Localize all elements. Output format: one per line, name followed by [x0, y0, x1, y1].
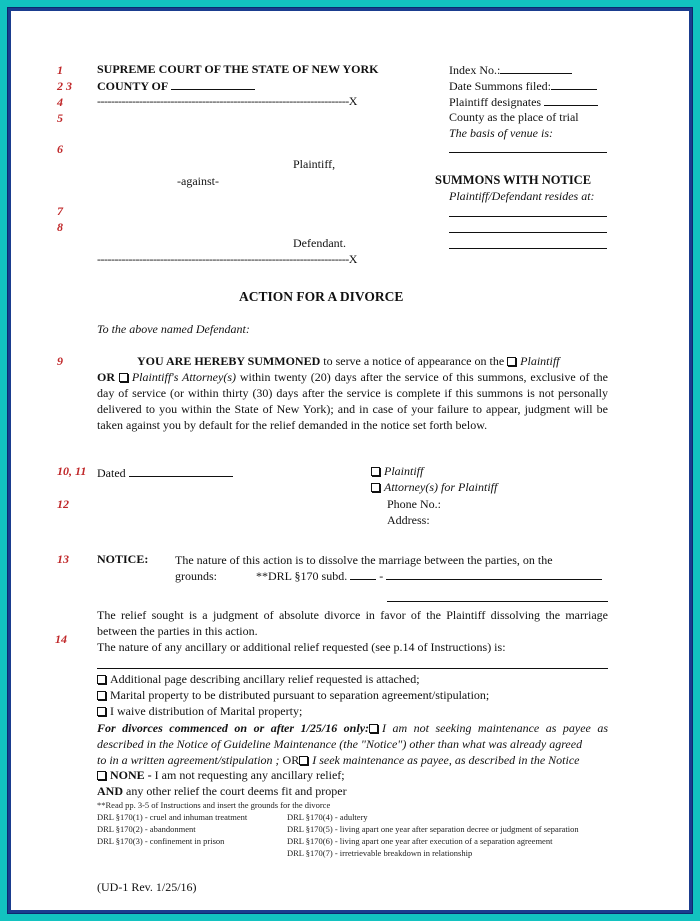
ancillary-relief-line: The nature of any ancillary or additional relief requested (see p.14 of Instructions) is: [97, 640, 506, 654]
sig-plaintiff-option[interactable]: Plaintiff [371, 464, 423, 479]
drl-170-3: DRL §170(3) - confinement in prison [97, 836, 225, 846]
line-number-13: 13 [57, 552, 69, 566]
line-number-14: 14 [55, 632, 67, 646]
address-label: Address: [387, 513, 430, 527]
line-number-9: 9 [57, 354, 63, 368]
caption-divider-bottom: ------------------------------------------------------------------------X [97, 252, 357, 266]
summons-paragraph: YOU ARE HEREBY SUMMONED to serve a notice of appearance on the Plaintiff OR Plaintiff's Attorney(s) within twenty (20) days after the service of this summons, exclusive of the day of service (or within thirty (30) days after the service is complete if this summons is not personally delivered to you within the State of New York); and in case of your failure to appear, judgment will be taken against you by default for the relief demanded in the notice set forth below. [97, 354, 609, 432]
address-line-3 [449, 248, 607, 249]
basis-of-venue-label: The basis of venue is: [449, 126, 553, 140]
plaintiff-label: Plaintiff, [293, 157, 336, 171]
read-instructions-note: **Read pp. 3-5 of Instructions and insert the grounds for the divorce [97, 800, 331, 810]
defendant-label: Defendant. [293, 236, 346, 250]
page-frame [8, 8, 692, 913]
to-defendant-line: To the above named Defendant: [97, 322, 250, 336]
seek-maintenance-checkbox[interactable] [299, 756, 308, 765]
county-label: COUNTY OF [97, 78, 255, 94]
line-number-1: 1 [57, 63, 63, 77]
maintenance-paragraph: For divorces commenced on or after 1/25/16 only: I am not seeking maintenance as payee as described in the Notice of Guideline Maintenance (the "Notice") other than what was already agreed to in a written agreement/stipulation ; OR I seek maintenance as payee, as described in the Notice [97, 721, 609, 767]
line-number-7: 7 [57, 204, 63, 218]
line-number-4: 4 [57, 95, 63, 109]
venue-line [449, 152, 607, 153]
line-number-12: 12 [57, 497, 69, 511]
other-relief-line: AND any other relief the court deems fit and proper [97, 784, 347, 798]
drl-170-1: DRL §170(1) - cruel and inhuman treatment [97, 812, 248, 822]
line-number-8: 8 [57, 220, 63, 234]
plaintiff-checkbox[interactable] [507, 357, 516, 366]
option-additional-page[interactable]: Additional page describing ancillary relief requested is attached; [97, 672, 420, 687]
form-revision: (UD-1 Rev. 1/25/16) [97, 880, 197, 894]
dated-label: Dated [97, 465, 233, 481]
drl-170-6: DRL §170(6) - living apart one year after execution of a separation agreement [287, 836, 553, 846]
court-name: SUPREME COURT OF THE STATE OF NEW YORK [97, 62, 379, 76]
plaintiff-designates-label: Plaintiff designates [449, 94, 598, 110]
caption-divider-top: ------------------------------------------------------------------------X [97, 94, 357, 108]
date-summons-filed-label: Date Summons filed: [449, 78, 597, 94]
action-title: ACTION FOR A DIVORCE [239, 289, 404, 304]
attorney-checkbox[interactable] [119, 373, 128, 382]
line-number-10-11: 10, 11 [57, 464, 87, 478]
line-number-5: 5 [57, 111, 63, 125]
option-marital-property[interactable]: Marital property to be distributed pursuant to separation agreement/stipulation; [97, 688, 489, 703]
line-number-2-3: 2 3 [57, 79, 72, 93]
address-line-2 [449, 232, 607, 233]
phone-label: Phone No.: [387, 497, 441, 511]
option-none[interactable]: NONE - I am not requesting any ancillary relief; [97, 768, 345, 783]
notice-label: NOTICE: [97, 552, 149, 566]
relief-sought-paragraph: The relief sought is a judgment of absolute divorce in favor of the Plaintiff dissolving the marriage between the parties in this action. [97, 608, 608, 638]
option-waive-distribution[interactable]: I waive distribution of Marital property; [97, 704, 302, 719]
ancillary-line [97, 668, 608, 669]
address-line-1 [449, 216, 607, 217]
resides-at-label: Plaintiff/Defendant resides at: [449, 189, 595, 203]
against-label: -against- [177, 174, 219, 188]
grounds-line-2 [387, 601, 608, 602]
notice-text: The nature of this action is to dissolve the marriage between the parties, on the grounds: **DRL §170 subd. - [175, 552, 608, 584]
drl-170-7: DRL §170(7) - irretrievable breakdown in relationship [287, 848, 473, 858]
summons-with-notice-title: SUMMONS WITH NOTICE [435, 173, 592, 187]
document-page [11, 11, 689, 910]
index-no-label: Index No.: [449, 62, 572, 78]
county-place-of-trial-label: County as the place of trial [449, 110, 579, 124]
drl-170-4: DRL §170(4) - adultery [287, 812, 368, 822]
sig-attorney-option[interactable]: Attorney(s) for Plaintiff [371, 480, 497, 495]
line-number-6: 6 [57, 142, 63, 156]
drl-170-5: DRL §170(5) - living apart one year after separation decree or judgment of separation [287, 824, 579, 834]
not-seeking-maintenance-checkbox[interactable] [369, 724, 378, 733]
drl-170-2: DRL §170(2) - abandonment [97, 824, 196, 834]
